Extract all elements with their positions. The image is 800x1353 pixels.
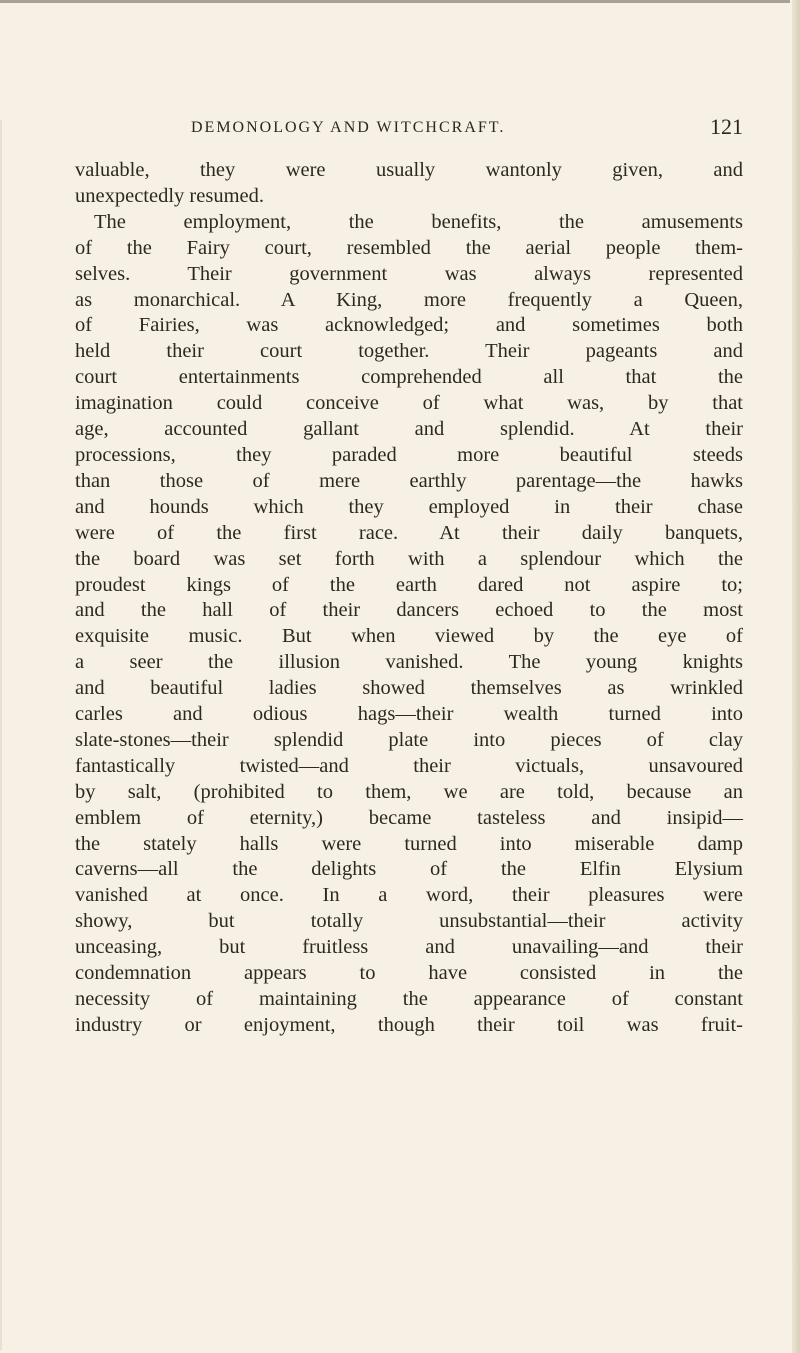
text-line: processions, they paraded more beautiful steeds	[75, 443, 743, 466]
text-line: of Fairies, was acknowledged; and sometimes both	[75, 314, 743, 337]
text-line: unceasing, but fruitless and unavailing—and their	[75, 936, 743, 959]
text-line: of the Fairy court, resembled the aerial people them-	[75, 236, 743, 259]
text-line: fantastically twisted—and their victuals, unsavoured	[75, 754, 743, 777]
text-line: than those of mere earthly parentage—the hawks	[75, 469, 743, 492]
text-line: imagination could conceive of what was, by that	[75, 392, 743, 415]
text-line: showy, but totally unsubstantial—their activity	[75, 910, 743, 933]
text-line: carles and odious hags—their wealth turned into	[75, 703, 743, 726]
page-edge-shadow	[792, 0, 800, 1353]
text-line: and hounds which they employed in their chase	[75, 495, 743, 518]
text-line: selves. Their government was always represented	[75, 262, 743, 285]
text-line: a seer the illusion vanished. The young knights	[75, 651, 743, 674]
text-line: the board was set forth with a splendour which the	[75, 547, 743, 570]
text-line: by salt, (prohibited to them, we are told, because an	[75, 780, 743, 803]
text-line: caverns—all the delights of the Elfin Elysium	[75, 858, 743, 881]
text-line: unexpectedly resumed.	[75, 184, 264, 207]
top-edge-rule	[0, 0, 790, 3]
text-line: emblem of eternity,) became tasteless and insipid—	[75, 806, 743, 829]
paragraph-start-line: The employment, the benefits, the amusements	[94, 210, 743, 233]
text-line: condemnation appears to have consisted in the	[75, 962, 743, 985]
text-line: and the hall of their dancers echoed to the most	[75, 599, 743, 622]
text-line: age, accounted gallant and splendid. At their	[75, 418, 743, 441]
text-line: valuable, they were usually wantonly given, and	[75, 159, 743, 181]
text-line: as monarchical. A King, more frequently a Queen,	[75, 288, 743, 311]
text-line: proudest kings of the earth dared not aspire to;	[75, 573, 743, 596]
text-line: the stately halls were turned into miserable damp	[75, 832, 743, 855]
page-body-text	[75, 158, 743, 1039]
text-line: exquisite music. But when viewed by the eye of	[75, 625, 743, 648]
text-line: necessity of maintaining the appearance of constant	[75, 988, 743, 1010]
text-line: vanished at once. In a word, their pleasures were	[75, 884, 743, 907]
page-number: 121	[710, 114, 743, 139]
page-gutter-shadow	[0, 120, 2, 1350]
text-line: were of the first race. At their daily banquets,	[75, 521, 743, 544]
running-title: DEMONOLOGY AND WITCHCRAFT.	[191, 119, 506, 136]
text-line: held their court together. Their pageants and	[75, 340, 743, 363]
text-line: and beautiful ladies showed themselves as wrinkled	[75, 677, 743, 700]
text-line: industry or enjoyment, though their toil was fruit-	[75, 1013, 743, 1036]
page-header	[95, 111, 745, 151]
text-line: court entertainments comprehended all that the	[75, 366, 743, 389]
text-line: slate-stones—their splendid plate into pieces of clay	[75, 728, 743, 751]
